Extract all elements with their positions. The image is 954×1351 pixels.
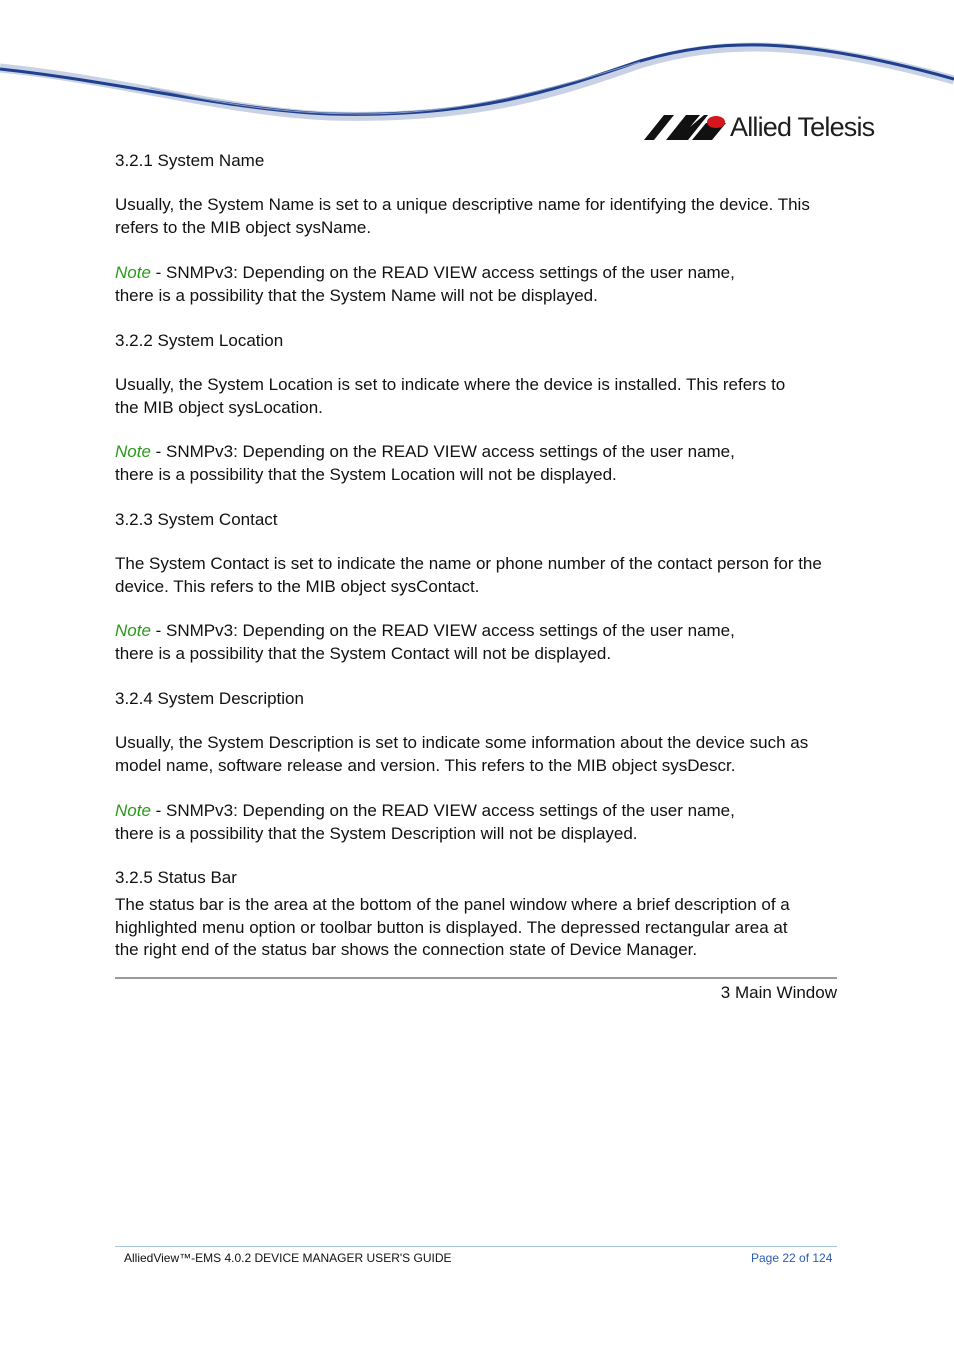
allied-telesis-logo-icon	[644, 113, 726, 141]
section-heading: 3.2.4 System Description	[115, 689, 304, 708]
chapter-label: 3 Main Window	[720, 983, 837, 1002]
note-label: Note	[115, 621, 151, 640]
note-paragraph	[115, 800, 765, 845]
footer-page-number: Page 22 of 124	[751, 1251, 833, 1265]
section-heading: 3.2.2 System Location	[115, 331, 284, 350]
note-label: Note	[115, 442, 151, 461]
note-label: Note	[115, 263, 151, 282]
footer-title: AlliedView™-EMS 4.0.2 DEVICE MANAGER USER'S GUIDE	[124, 1251, 452, 1265]
logo-wordmark: Allied Telesis	[730, 111, 875, 142]
note-text: - SNMPv3: Depending on the READ VIEW access settings of the user name, there is a possibility that the System Location will not be displayed.	[115, 442, 735, 484]
note-paragraph	[115, 620, 765, 665]
chapter-divider	[115, 977, 837, 979]
section-body: Usually, the System Location is set to indicate where the device is installed. This refers to the MIB object sysLocation.	[115, 375, 786, 417]
note-text: - SNMPv3: Depending on the READ VIEW access settings of the user name, there is a possibility that the System Description will not be displayed.	[115, 801, 735, 843]
section-heading: 3.2.5 Status Bar	[115, 868, 237, 887]
footer-divider	[115, 1246, 837, 1247]
allied-telesis-logo	[644, 110, 904, 144]
section-body: The status bar is the area at the bottom of the panel window where a brief description of a highlighted menu option or toolbar button is displayed. The depressed rectangular area at the right end of the status bar shows the connection state of Device Manager.	[115, 895, 790, 959]
section-body: Usually, the System Description is set to indicate some information about the device such as model name, software release and version. This refers to the MIB object sysDescr.	[115, 733, 809, 775]
note-paragraph	[115, 262, 765, 307]
section-body: The System Contact is set to indicate the name or phone number of the contact person for the device. This refers to the MIB object sysContact.	[115, 554, 822, 596]
note-text: - SNMPv3: Depending on the READ VIEW access settings of the user name, there is a possibility that the System Name will not be displayed.	[115, 263, 735, 305]
note-paragraph	[115, 441, 765, 486]
note-label: Note	[115, 801, 151, 820]
section-heading: 3.2.3 System Contact	[115, 510, 278, 529]
section-body: Usually, the System Name is set to a unique descriptive name for identifying the device. This refers to the MIB object sysName.	[115, 195, 810, 237]
section-heading: 3.2.1 System Name	[115, 151, 265, 170]
note-text: - SNMPv3: Depending on the READ VIEW access settings of the user name, there is a possibility that the System Contact will not be displayed.	[115, 621, 735, 663]
